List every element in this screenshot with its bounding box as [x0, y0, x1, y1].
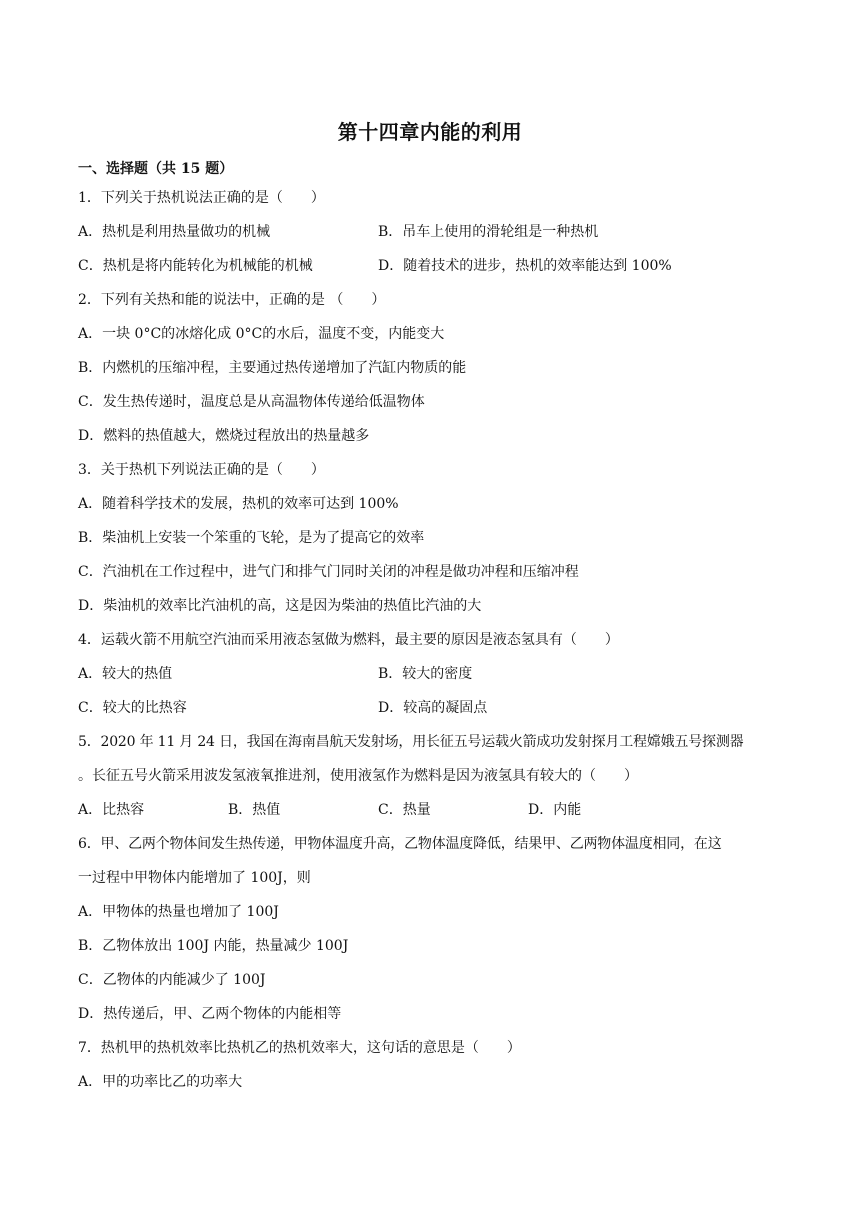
question-4-option-d: D．较高的凝固点: [378, 700, 488, 716]
question-6-option-b: B．乙物体放出 100J 内能，热量减少 100J: [78, 938, 349, 954]
question-1-option-a: A．热机是利用热量做功的机械: [78, 224, 271, 240]
question-4-option-c: C．较大的比热容: [78, 700, 187, 716]
section-heading: 一、选择题（共 15 题）: [78, 161, 234, 177]
question-1-option-b: B．吊车上使用的滑轮组是一种热机: [378, 224, 599, 240]
question-4-stem: 4．运载火箭不用航空汽油而采用液态氢做为燃料，最主要的原因是液态氢具有（ ）: [78, 632, 619, 648]
question-6-stem-line-1: 6．甲、乙两个物体间发生热传递，甲物体温度升高，乙物体温度降低，结果甲、乙两物体温度相同，在这: [78, 836, 722, 852]
question-3-option-c: C．汽油机在工作过程中，进气门和排气门同时关闭的冲程是做功冲程和压缩冲程: [78, 564, 579, 580]
question-1-option-c: C．热机是将内能转化为机械能的机械: [78, 258, 313, 274]
question-7-stem: 7．热机甲的热机效率比热机乙的热机效率大，这句话的意思是（ ）: [78, 1040, 521, 1056]
question-2-option-a: A．一块 0°C的冰熔化成 0°C的水后，温度不变，内能变大: [78, 326, 445, 342]
question-1-option-d: D．随着技术的进步，热机的效率能达到 100%: [378, 258, 672, 274]
question-2-option-d: D．燃料的热值越大，燃烧过程放出的热量越多: [78, 428, 370, 444]
question-3-option-a: A．随着科学技术的发展，热机的效率可达到 100%: [78, 496, 399, 512]
question-5-stem-line-2: 。长征五号火箭采用波发氢液氧推进剂，使用液氢作为燃料是因为液氢具有较大的（ ）: [78, 768, 638, 784]
question-5-option-d: D．内能: [528, 802, 582, 818]
question-2-stem: 2．下列有关热和能的说法中，正确的是 （ ）: [78, 292, 386, 308]
question-5-option-b: B．热值: [228, 802, 281, 818]
question-5-option-c: C．热量: [378, 802, 431, 818]
page-title: 第十四章内能的利用: [337, 120, 523, 144]
question-2-option-b: B．内燃机的压缩冲程，主要通过热传递增加了汽缸内物质的能: [78, 360, 467, 376]
question-6-stem-line-2: 一过程中甲物体内能增加了 100J，则: [78, 870, 311, 886]
question-6-option-d: D．热传递后，甲、乙两个物体的内能相等: [78, 1006, 342, 1022]
question-4-option-a: A．较大的热值: [78, 666, 173, 682]
question-6-option-c: C．乙物体的内能减少了 100J: [78, 972, 266, 988]
question-1-stem: 1．下列关于热机说法正确的是（ ）: [78, 190, 325, 206]
question-3-option-d: D．柴油机的效率比汽油机的高，这是因为柴油的热值比汽油的大: [78, 598, 482, 614]
question-6-option-a: A．甲物体的热量也增加了 100J: [78, 904, 279, 920]
question-4-option-b: B．较大的密度: [378, 666, 473, 682]
question-7-option-a: A．甲的功率比乙的功率大: [78, 1074, 243, 1090]
question-2-option-c: C．发生热传递时，温度总是从高温物体传递给低温物体: [78, 394, 425, 410]
question-3-option-b: B．柴油机上安装一个笨重的飞轮，是为了提高它的效率: [78, 530, 425, 546]
question-5-option-a: A．比热容: [78, 802, 145, 818]
question-3-stem: 3．关于热机下列说法正确的是（ ）: [78, 462, 325, 478]
question-5-stem-line-1: 5．2020 年 11 月 24 日，我国在海南昌航天发射场，用长征五号运载火箭成功发射探月工程嫦娥五号探测器: [78, 734, 744, 750]
